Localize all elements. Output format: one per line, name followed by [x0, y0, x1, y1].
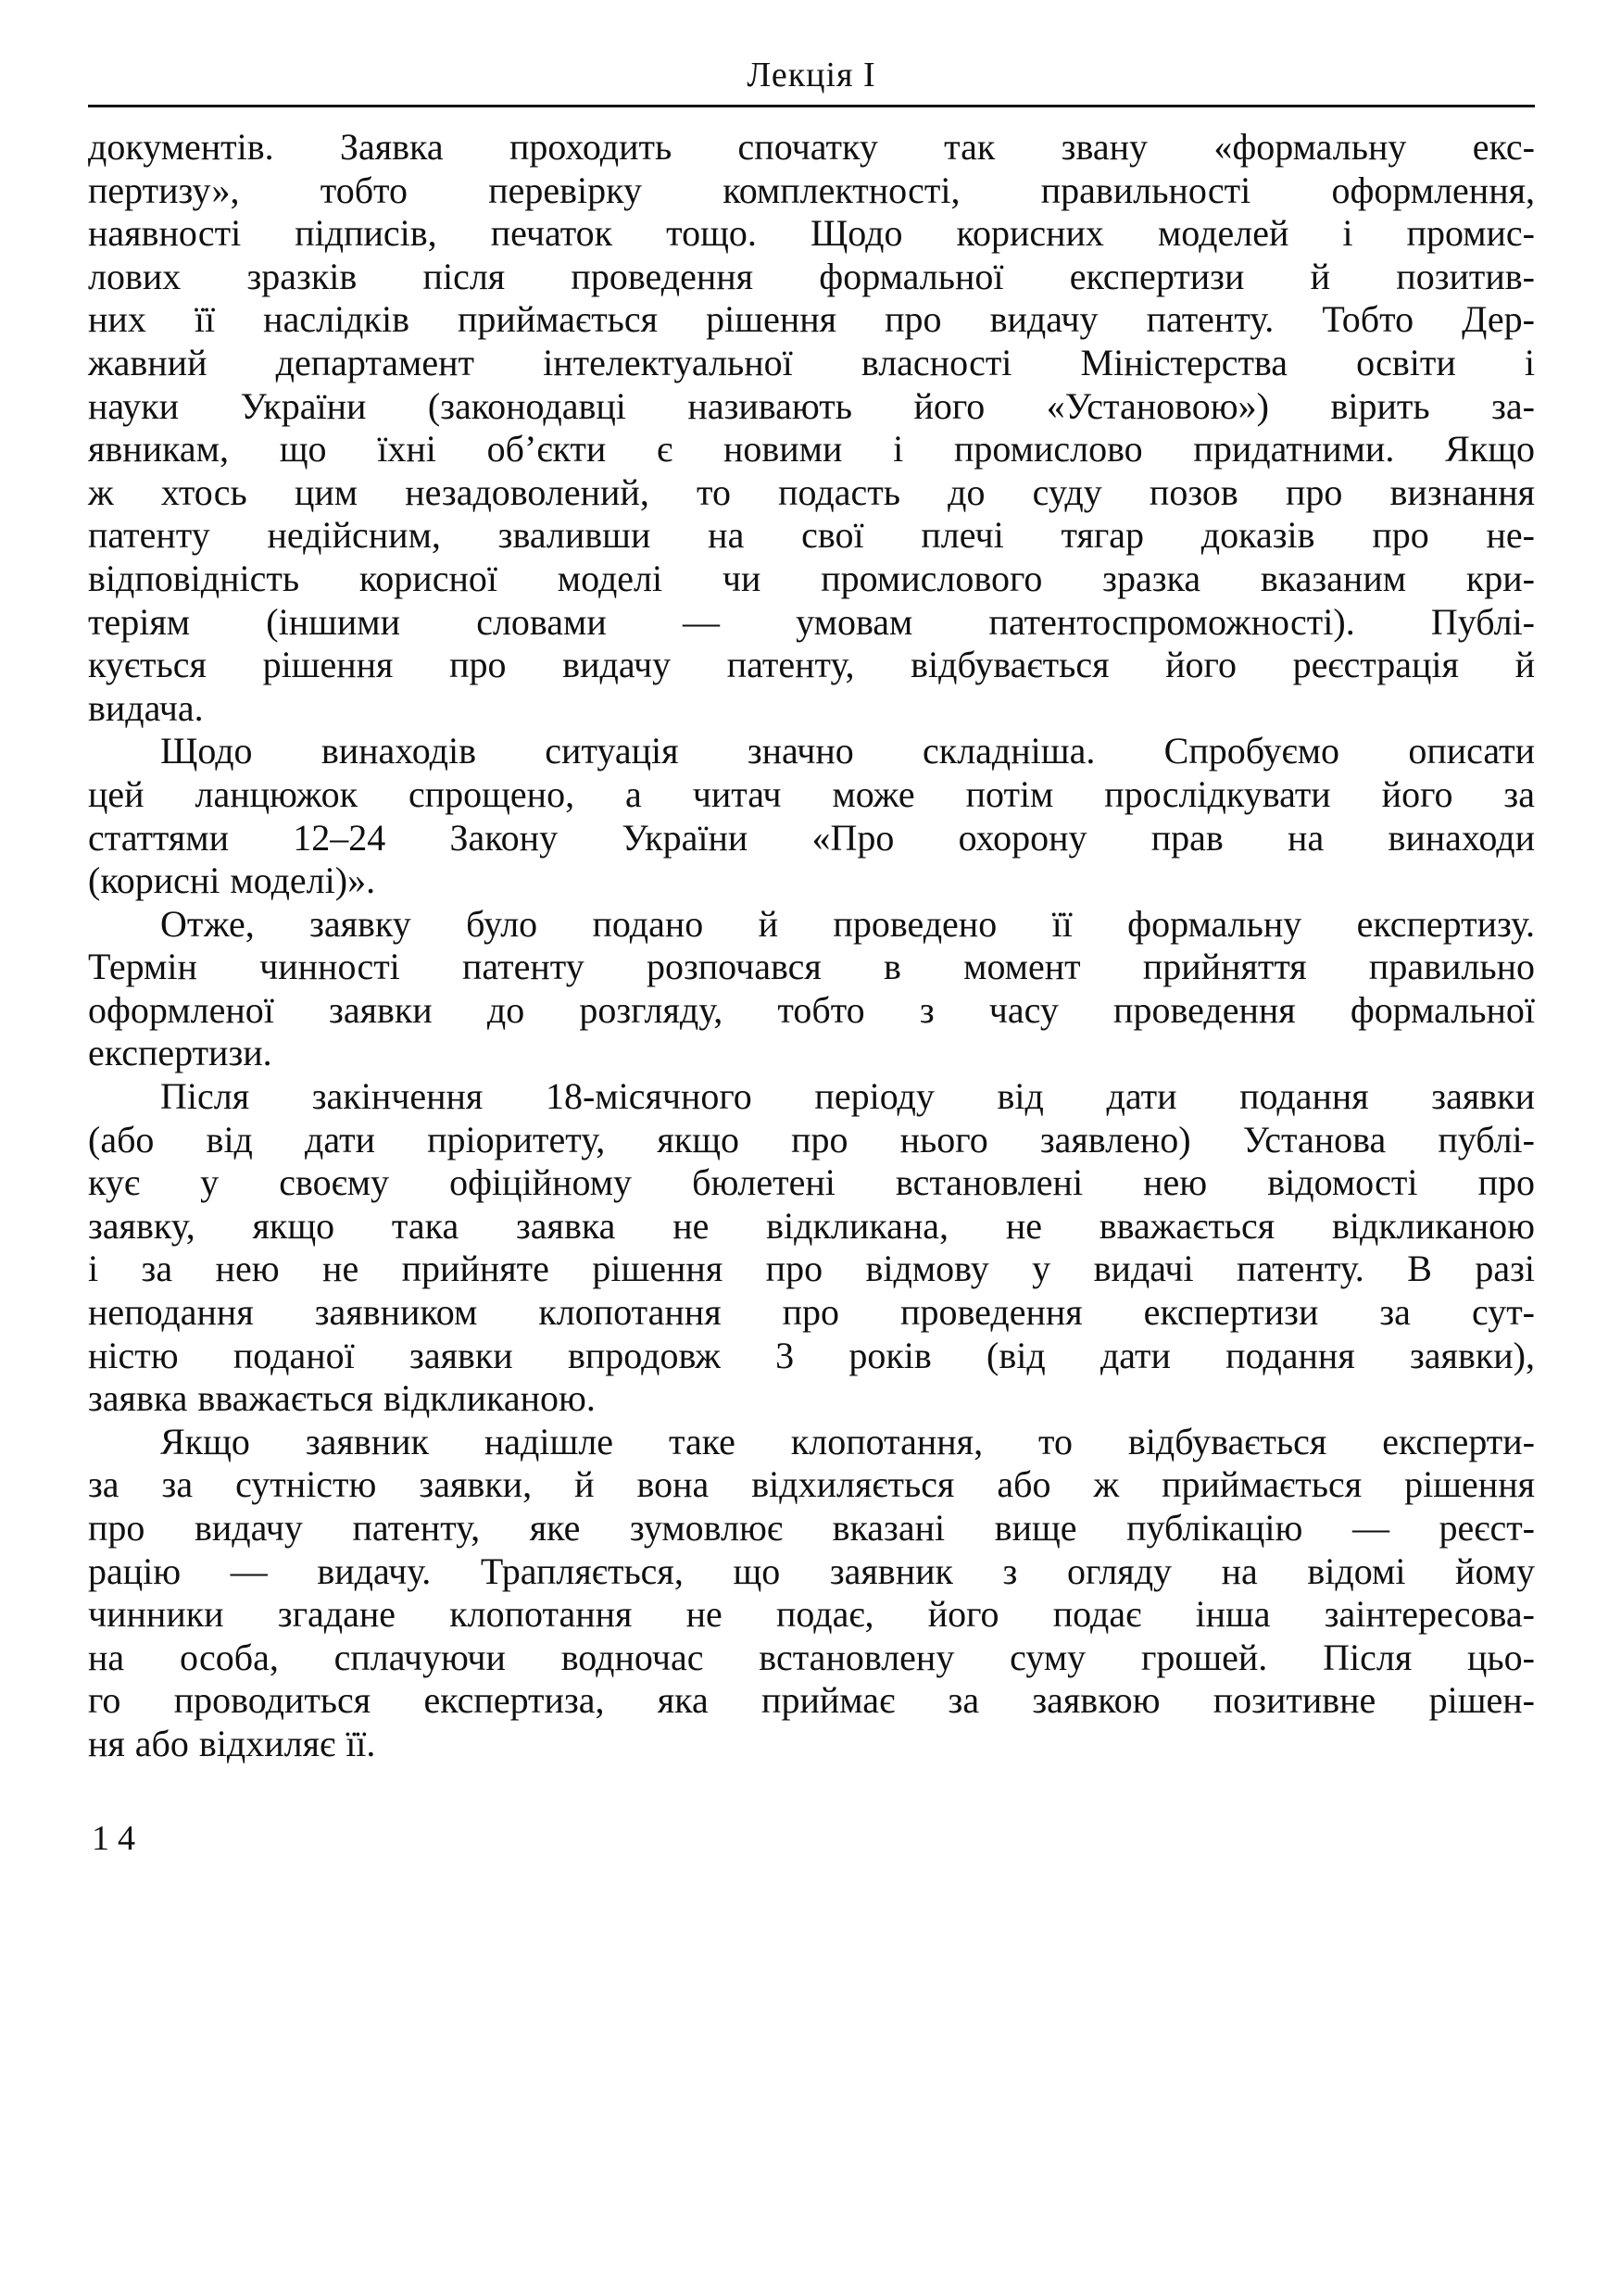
- paragraph: [88, 903, 1535, 1075]
- text-line: (корисні моделі)».: [88, 859, 376, 902]
- page-header: [88, 54, 1535, 107]
- body-text: [88, 126, 1535, 1766]
- text-line: наявності підписів, печаток тощо. Щодо корисних моделей і промис-: [88, 212, 1535, 255]
- text-line: заявка вважається відкликаною.: [88, 1377, 596, 1420]
- paragraph: [88, 1421, 1535, 1766]
- text-line: документів. Заявка проходить спочатку так звану «формальну екс-: [88, 126, 1535, 168]
- text-line: патенту недійсним, зваливши на свої плечі тягар доказів про не-: [88, 514, 1535, 557]
- text-line: теріям (іншими словами — умовам патентоспроможності). Публі-: [88, 600, 1535, 643]
- text-line: науки України (законодавці називають його «Установою») вірить за-: [88, 384, 1535, 427]
- text-line: і за нею не прийняте рішення про відмову у видачі патенту. В разі: [88, 1248, 1535, 1290]
- header-rule: [88, 105, 1535, 107]
- text-line: на особа, сплачуючи водночас встановлену суму грошей. Після цьо-: [88, 1636, 1535, 1678]
- text-line: заявку, якщо така заявка не відкликана, не вважається відкликаною: [88, 1204, 1535, 1247]
- text-line: кує у своєму офіційному бюлетені встановлені нею відомості про: [88, 1161, 1535, 1204]
- text-line: лових зразків після проведення формальної експертизи й позитив-: [88, 255, 1535, 297]
- paragraph: [88, 1075, 1535, 1421]
- text-line: Отже, заявку було подано й проведено її формальну експертизу.: [160, 902, 1535, 945]
- text-line: рацію — видачу. Трапляється, що заявник з огляду на відомі йому: [88, 1549, 1535, 1592]
- text-line: кується рішення про видачу патенту, відбувається його реєстрація й: [88, 644, 1535, 686]
- text-line: ністю поданої заявки впродовж 3 років (від дати подання заявки),: [88, 1334, 1535, 1376]
- text-line: ня або відхиляє її.: [88, 1722, 376, 1764]
- text-line: оформленої заявки до розгляду, тобто з часу проведення формальної: [88, 988, 1535, 1031]
- text-line: чинники згадане клопотання не подає, його подає інша заінтересова-: [88, 1593, 1535, 1636]
- text-line: го проводиться експертиза, яка приймає за заявкою позитивне рішен-: [88, 1679, 1535, 1722]
- paragraph: [88, 730, 1535, 902]
- running-head: Лекція І: [747, 56, 876, 94]
- text-line: Якщо заявник надішле таке клопотання, то відбувається експерти-: [160, 1420, 1535, 1462]
- text-line: Після закінчення 18-місячного періоду від дати подання заявки: [160, 1075, 1535, 1118]
- text-line: явникам, що їхні об’єкти є новими і промислово придатними. Якщо: [88, 428, 1535, 470]
- text-line: про видачу патенту, яке зумовлює вказані вище публікацію — реєст-: [88, 1507, 1535, 1549]
- text-line: пертизу», тобто перевірку комплектності, правильності оформлення,: [88, 169, 1535, 211]
- text-line: ж хтось цим незадоволений, то подасть до суду позов про визнання: [88, 470, 1535, 513]
- text-line: експертизи.: [88, 1032, 272, 1074]
- text-line: неподання заявником клопотання про проведення експертизи за сут-: [88, 1291, 1535, 1334]
- text-line: жавний департамент інтелектуальної власності Міністерства освіти і: [88, 341, 1535, 383]
- text-line: статтями 12–24 Закону України «Про охорону прав на винаходи: [88, 816, 1535, 859]
- text-line: (або від дати пріоритету, якщо про нього заявлено) Установа публі-: [88, 1118, 1535, 1161]
- paragraph: [88, 126, 1535, 730]
- text-line: цей ланцюжок спрощено, а читач може потім прослідкувати його за: [88, 772, 1535, 815]
- text-line: за за сутністю заявки, й вона відхиляється або ж приймається рішення: [88, 1463, 1535, 1506]
- text-line: Щодо винаходів ситуація значно складніша. Спробуємо описати: [160, 730, 1535, 772]
- text-line: Термін чинності патенту розпочався в момент прийняття правильно: [88, 946, 1535, 988]
- page-number: 14: [92, 1819, 144, 1858]
- text-line: відповідність корисної моделі чи промислового зразка вказаним кри-: [88, 557, 1535, 599]
- text-line: них її наслідків приймається рішення про видачу патенту. Тобто Дер-: [88, 298, 1535, 341]
- text-line: видача.: [88, 686, 204, 729]
